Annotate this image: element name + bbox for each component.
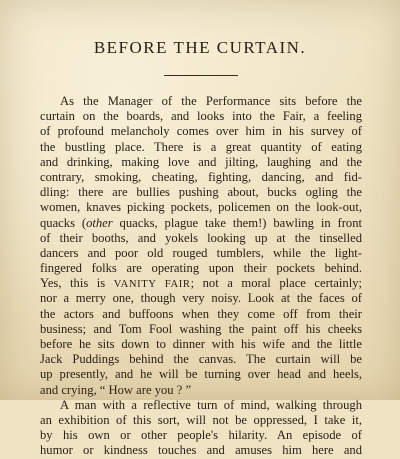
text-line: an exhibition of this sort, will not be oppressed, I take it,	[40, 412, 362, 427]
text-line: up presently, and he will be turning over head and heels,	[40, 367, 362, 382]
text-line: Jack Puddings behind the canvas. The curtain will be	[40, 352, 362, 367]
chapter-heading: BEFORE THE CURTAIN.	[93, 38, 307, 57]
text-line: A man with a reflective turn of mind, walking through	[60, 397, 362, 412]
text-line: contrary, smoking, cheating, fighting, dancing, and fid-	[40, 169, 362, 184]
text-line: dling: there are bullies pushing about, bucks ogling the	[40, 185, 362, 200]
italic-word: other	[86, 215, 113, 230]
text-line: and crying, “ How are you ? ”	[40, 382, 192, 397]
text-line: As the Manager of the Performance sits before the	[60, 94, 362, 108]
text-line: by his own or other people's hilarity. An episode of	[40, 428, 362, 443]
text-line: business; and Tom Fool washing the paint off his cheeks	[40, 321, 362, 336]
text-line: and drinking, making love and jilting, laughing and the	[40, 154, 362, 169]
text-line: women, knaves picking pockets, policemen on the look-out,	[40, 200, 362, 215]
text-line: humor or kindness touches and amuses him here and	[40, 443, 362, 458]
text-line: the actors and buffoons when they come off from their	[40, 306, 362, 321]
text-line: dancers and poor old rouged tumblers, while the light-	[40, 245, 362, 260]
small-caps-title: VANITY FAIR	[113, 279, 191, 291]
text-line: curtain on the boards, and looks into the Fair, a feeling	[40, 109, 362, 124]
text-line: nor a merry one, though very noisy. Look at the faces of	[40, 291, 362, 306]
text-line: fingered folks are operating upon their pockets behind.	[40, 261, 362, 276]
heading-rule	[164, 75, 238, 76]
text-line: of profound melancholy comes over him in his survey of	[40, 124, 362, 139]
text-line: the bustling place. There is a great quantity of eating	[40, 139, 362, 154]
text-line: quacks (other quacks, plague take them!) bawling in front	[40, 215, 362, 230]
text-line: Yes, this is VANITY FAIR; not a moral place certainly;	[40, 276, 362, 291]
body-text	[40, 94, 362, 459]
text-line: of their booths, and yokels looking up at the tinselled	[40, 230, 362, 245]
text-line: before he sits down to dinner with his wife and the little	[40, 337, 362, 351]
